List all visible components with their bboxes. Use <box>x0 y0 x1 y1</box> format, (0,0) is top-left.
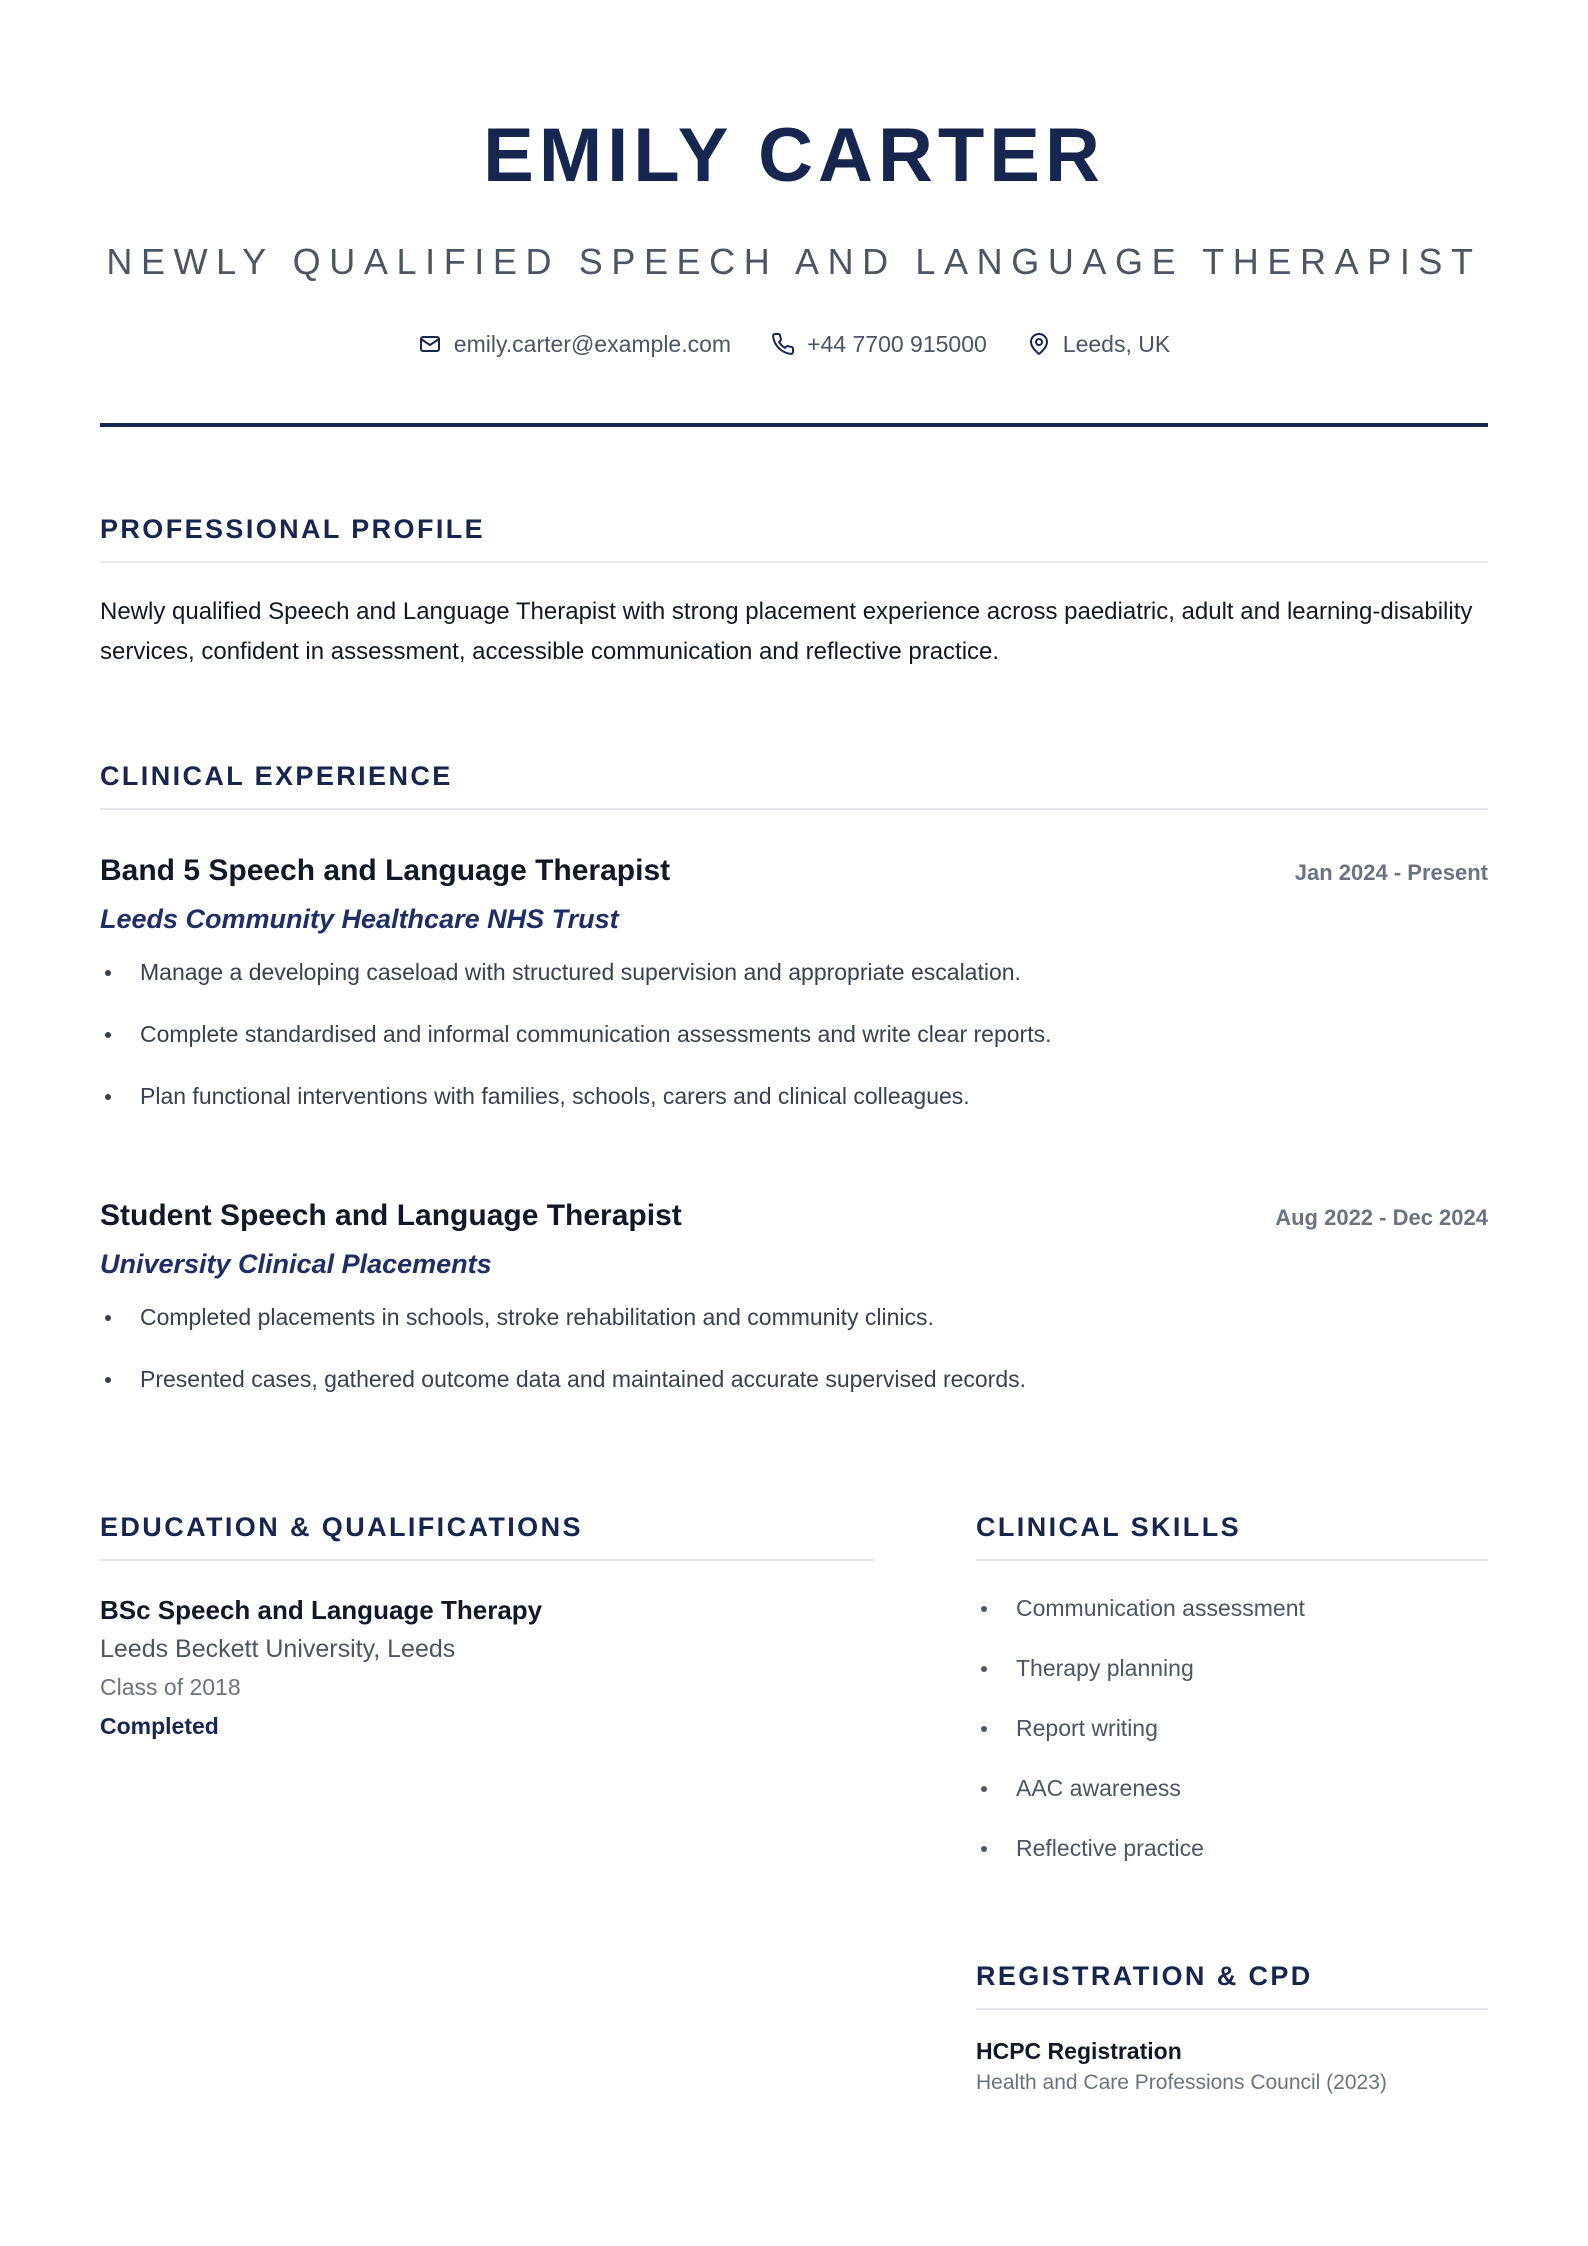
job-duty: Complete standardised and informal communication assessments and write clear reports. <box>100 1018 1488 1050</box>
skill-item: Reflective practice <box>976 1832 1488 1864</box>
phone-icon <box>771 332 795 356</box>
contact-email-text: emily.carter@example.com <box>453 331 732 357</box>
contact-phone-text: +44 7700 915000 <box>807 331 987 357</box>
contact-email[interactable] <box>418 328 731 360</box>
education-divider <box>100 1559 874 1561</box>
registration-divider <box>976 2008 1488 2010</box>
education-degree: BSc Speech and Language Therapy <box>100 1595 543 1625</box>
job-duties <box>100 956 1488 1112</box>
profile-heading: PROFESSIONAL PROFILE <box>100 514 486 544</box>
job-duty: Plan functional interventions with families, schools, carers and clinical colleagues. <box>100 1080 1488 1112</box>
profile-summary: Newly qualified Speech and Language Therapist with strong placement experience across paediatric, adult and learning-disability services, confident in assessment, accessible communication and reflective practice. <box>100 598 1473 665</box>
education-school: Leeds Beckett University, Leeds <box>100 1635 456 1663</box>
job-organisation: University Clinical Placements <box>100 1249 492 1279</box>
skills-heading: CLINICAL SKILLS <box>976 1512 1241 1542</box>
contact-bar <box>0 328 1588 360</box>
location-pin-icon <box>1027 332 1051 356</box>
experience-divider <box>100 808 1488 810</box>
job-title: Band 5 Speech and Language Therapist <box>100 854 671 887</box>
skill-item: AAC awareness <box>976 1772 1488 1804</box>
contact-location-text: Leeds, UK <box>1062 331 1171 357</box>
skill-item: Report writing <box>976 1712 1488 1744</box>
job-title: Student Speech and Language Therapist <box>100 1199 682 1232</box>
education-heading: EDUCATION & QUALIFICATIONS <box>100 1512 583 1542</box>
skills-list <box>976 1592 1488 1892</box>
mail-icon <box>418 332 442 356</box>
contact-location <box>1027 328 1170 360</box>
registration-body: Health and Care Professions Council (2023) <box>976 2071 1387 2094</box>
experience-heading: CLINICAL EXPERIENCE <box>100 761 453 791</box>
education-status: Completed <box>100 1713 219 1739</box>
skill-item: Therapy planning <box>976 1652 1488 1684</box>
job-duty: Presented cases, gathered outcome data and maintained accurate supervised records. <box>100 1363 1488 1395</box>
job-organisation: Leeds Community Healthcare NHS Trust <box>100 904 619 934</box>
job-entry <box>100 852 1488 1142</box>
job-dates: Jan 2024 - Present <box>1294 860 1488 885</box>
job-duties <box>100 1301 1488 1395</box>
job-dates: Aug 2022 - Dec 2024 <box>1275 1205 1488 1230</box>
skill-item: Communication assessment <box>976 1592 1488 1624</box>
profile-divider <box>100 561 1488 563</box>
job-entry <box>100 1197 1488 1425</box>
header-divider <box>100 423 1488 427</box>
job-duty: Manage a developing caseload with structured supervision and appropriate escalation. <box>100 956 1488 988</box>
registration-name: HCPC Registration <box>976 2038 1182 2064</box>
education-class: Class of 2018 <box>100 1674 241 1700</box>
registration-heading: REGISTRATION & CPD <box>976 1961 1313 1991</box>
candidate-role: NEWLY QUALIFIED SPEECH AND LANGUAGE THERAPIST <box>106 241 1482 282</box>
job-duty: Completed placements in schools, stroke rehabilitation and community clinics. <box>100 1301 1488 1333</box>
candidate-name: EMILY CARTER <box>483 113 1105 198</box>
contact-phone[interactable] <box>771 328 987 360</box>
skills-divider <box>976 1559 1488 1561</box>
